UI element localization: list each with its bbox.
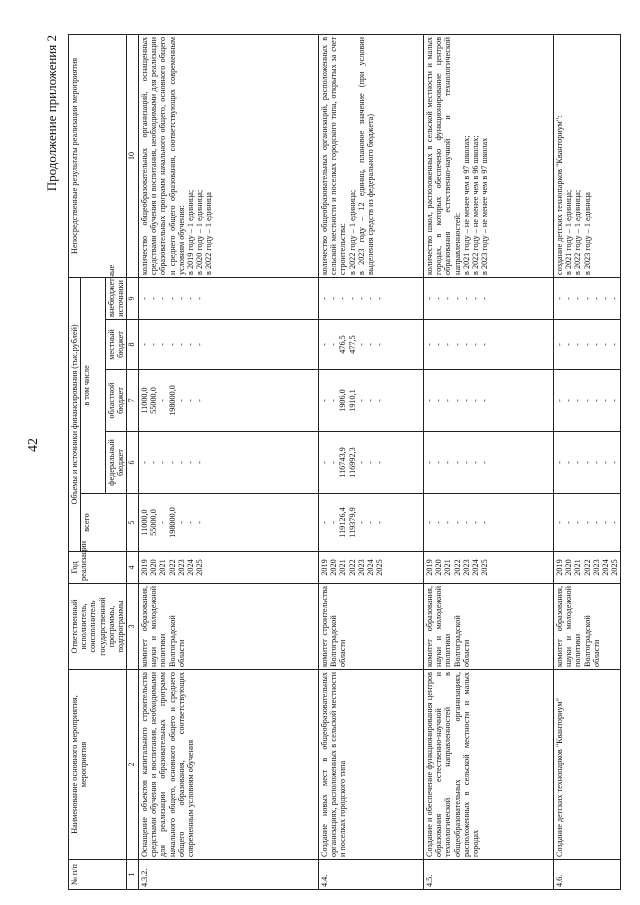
row-offbudget-value: - (195, 297, 205, 300)
row-total (139, 494, 319, 552)
row-regional-value: - (356, 399, 366, 402)
row-local-value: - (158, 343, 168, 346)
row-years-value: 2021 (573, 559, 583, 576)
row-years-value: 2019 (555, 559, 565, 576)
row-total-value: - (375, 521, 385, 524)
row-total-value: - (591, 521, 601, 524)
row-local-value: - (601, 343, 611, 346)
result-line: в 2023 году – 12 единиц, плановое значение (при условии выделения средств из федерального бюджета) (356, 36, 376, 275)
row-federal-value: - (471, 461, 481, 464)
row-years-value: 2021 (158, 559, 168, 576)
row-local-value: - (461, 343, 471, 346)
result-line: в 2021 году – 1 единица; (564, 189, 574, 275)
row-regional-value: - (329, 399, 339, 402)
row-federal-value: - (176, 461, 186, 464)
row-federal-value: - (149, 461, 159, 464)
row-total-value: - (555, 521, 565, 524)
row-offbudget-value: - (338, 297, 348, 300)
row-regional-value: - (176, 399, 186, 402)
row-regional-value: - (425, 399, 435, 402)
row-years-value: 2024 (366, 559, 376, 576)
row-regional-value: - (375, 399, 385, 402)
header-incl: в том числе (81, 277, 106, 493)
row-offbudget-value: - (347, 297, 357, 300)
row-local (424, 320, 554, 370)
row-offbudget-value: - (555, 297, 565, 300)
row-local-value: - (329, 343, 339, 346)
row-regional (554, 370, 621, 432)
row-local-value: - (366, 343, 376, 346)
row-total-value: - (461, 521, 471, 524)
table-row (554, 34, 621, 889)
row-local-value: - (434, 343, 444, 346)
row-federal-value: - (158, 461, 168, 464)
row-result (139, 34, 319, 277)
col-number: 5 (127, 494, 139, 552)
result-line: количество общеобразовательных организаций, оснащенных средствами обучения и воспитания, необходимыми для реализации образовательных программ начального общего, основного общего и среднего общего образования, соответствующих современным условиям обучения: (140, 36, 186, 275)
row-regional-value: - (452, 399, 462, 402)
row-years-value: 2022 (452, 559, 462, 576)
row-federal-value: 116992,3 (347, 447, 357, 478)
row-offbudget-value: - (471, 297, 481, 300)
col-number: 2 (127, 670, 139, 860)
header-executor: Ответственный исполнитель, соисполнитель государственной программы, подпрограммы (69, 584, 127, 670)
row-federal-value: - (564, 461, 574, 464)
row-total-value: - (195, 521, 205, 524)
row-offbudget (319, 277, 424, 319)
row-regional-value: 1906,0 (338, 389, 348, 412)
row-years-value: 2025 (610, 559, 620, 576)
row-offbudget-value: - (564, 297, 574, 300)
row-offbudget-value: - (591, 297, 601, 300)
row-federal-value: - (555, 461, 565, 464)
row-local-value: - (610, 343, 620, 346)
row-offbudget-value: - (461, 297, 471, 300)
row-offbudget-value: - (149, 297, 159, 300)
row-local-value: - (564, 343, 574, 346)
row-total (424, 494, 554, 552)
row-local-value: - (582, 343, 592, 346)
row-years-value: 2024 (471, 559, 481, 576)
row-number: 4.3.2. (139, 860, 319, 890)
row-federal-value: - (186, 461, 196, 464)
row-local-value: - (320, 343, 330, 346)
row-regional-value: 11000,0 (140, 387, 150, 414)
row-regional-value: - (582, 399, 592, 402)
row-federal-value: - (329, 461, 339, 464)
row-regional-value: - (443, 399, 453, 402)
row-total-value: - (573, 521, 583, 524)
row-local-value: - (195, 343, 205, 346)
row-total-value: - (434, 521, 444, 524)
header-year: Год реализации (69, 552, 127, 584)
header-name: Наименование основного мероприятия, мероприятия (69, 670, 127, 860)
row-offbudget-value: - (601, 297, 611, 300)
row-regional-value: - (320, 399, 330, 402)
row-name: Создание детских технопарков "Кванториум" (554, 670, 621, 860)
row-federal-value: - (425, 461, 435, 464)
row-offbudget-value: - (610, 297, 620, 300)
row-offbudget-value: - (452, 297, 462, 300)
row-offbudget-value: - (320, 297, 330, 300)
row-federal-value: - (573, 461, 583, 464)
row-offbudget-value: - (573, 297, 583, 300)
row-years-value: 2023 (176, 559, 186, 576)
row-executor: комитет образования, науки и молодежной политики Волгоградской области (139, 584, 319, 670)
result-line: в 2023 году – не менее чем в 97 школах (480, 137, 490, 275)
row-regional (139, 370, 319, 432)
row-offbudget-value: - (356, 297, 366, 300)
row-years-value: 2019 (425, 559, 435, 576)
row-number: 4.4. (319, 860, 424, 890)
row-total (554, 494, 621, 552)
row-federal-value: - (320, 461, 330, 464)
col-number: 10 (127, 34, 139, 277)
row-total-value: - (564, 521, 574, 524)
row-regional-value: - (158, 399, 168, 402)
col-number: 3 (127, 584, 139, 670)
row-federal-value: - (582, 461, 592, 464)
row-local-value: - (140, 343, 150, 346)
row-offbudget-value: - (140, 297, 150, 300)
row-regional-value: 55000,0 (149, 387, 159, 414)
row-total-value: - (329, 521, 339, 524)
header-local: местный бюджет (105, 320, 126, 370)
table-row (319, 34, 424, 889)
row-offbudget-value: - (158, 297, 168, 300)
row-federal-value: - (167, 461, 177, 464)
row-total-value: - (610, 521, 620, 524)
row-years-value: 2020 (434, 559, 444, 576)
col-number: 7 (127, 370, 139, 432)
result-line: создание детских технопарков "Кванториум": (555, 115, 565, 275)
row-offbudget-value: - (366, 297, 376, 300)
row-regional-value: - (480, 399, 490, 402)
row-years-value: 2025 (480, 559, 490, 576)
row-offbudget-value: - (329, 297, 339, 300)
row-regional-value: - (186, 399, 196, 402)
row-federal-value: - (375, 461, 385, 464)
row-local-value: 476,5 (338, 335, 348, 354)
row-federal (424, 432, 554, 494)
row-offbudget (554, 277, 621, 319)
header-offbudget: внебюджетные источники (105, 277, 126, 319)
row-offbudget-value: - (425, 297, 435, 300)
row-local-value: - (452, 343, 462, 346)
row-total-value: 119126,4 (338, 507, 348, 538)
row-name: Создание и обеспечение функционирования центров образования естественно-научной и технологической направленностей в общеобразовательных организациях, расположенных в сельской местности и малых городах (424, 670, 554, 860)
program-table (68, 34, 621, 890)
row-regional-value: - (471, 399, 481, 402)
row-name: Создание новых мест в общеобразовательных организациях, расположенных в сельской местности и поселках городского типа (319, 670, 424, 860)
col-number: 9 (127, 277, 139, 319)
row-number: 4.6. (554, 860, 621, 890)
row-total-value: - (356, 521, 366, 524)
header-finance: Объемы и источники финансирования (тыс.рублей) (69, 277, 81, 551)
header-federal: федеральный бюджет (105, 432, 126, 494)
row-years-value: 2023 (591, 559, 601, 576)
result-line: в 2022 году – 1 единица; (347, 189, 357, 275)
row-local-value: - (443, 343, 453, 346)
row-executor: комитет образования, науки и молодежной политики Волгоградской области (424, 584, 554, 670)
row-total-value: - (186, 521, 196, 524)
row-years-value: 2025 (195, 559, 205, 576)
row-total-value: - (471, 521, 481, 524)
row-federal-value: - (480, 461, 490, 464)
header-num: № п/п (69, 860, 127, 890)
row-regional-value: - (555, 399, 565, 402)
row-regional-value: - (591, 399, 601, 402)
row-local-value: - (591, 343, 601, 346)
row-federal (319, 432, 424, 494)
col-number: 8 (127, 320, 139, 370)
row-local-value: - (176, 343, 186, 346)
row-years-value: 2019 (320, 559, 330, 576)
row-regional (424, 370, 554, 432)
row-regional-value: - (366, 399, 376, 402)
row-offbudget-value: - (443, 297, 453, 300)
table-row (139, 34, 319, 889)
header-total: всего (81, 494, 127, 552)
row-local-value: - (471, 343, 481, 346)
row-offbudget (424, 277, 554, 319)
row-regional-value: - (195, 399, 205, 402)
row-federal (139, 432, 319, 494)
row-federal-value: - (591, 461, 601, 464)
row-total-value: - (425, 521, 435, 524)
rotated-page (40, 35, 620, 890)
row-total-value: - (320, 521, 330, 524)
header-regional: областной бюджет (105, 370, 126, 432)
header-result: Непосредственные результаты реализации мероприятия (69, 34, 127, 277)
col-number: 4 (127, 552, 139, 584)
row-federal-value: - (601, 461, 611, 464)
row-years-value: 2024 (601, 559, 611, 576)
row-local-value: 477,5 (347, 335, 357, 354)
row-local (554, 320, 621, 370)
col-number: 1 (127, 860, 139, 890)
row-regional-value: - (610, 399, 620, 402)
row-local-value: - (167, 343, 177, 346)
row-years-value: 2022 (167, 559, 177, 576)
row-offbudget-value: - (434, 297, 444, 300)
row-federal-value: - (195, 461, 205, 464)
column-numbers-row (127, 34, 139, 889)
row-result (554, 34, 621, 277)
row-years-value: 2020 (564, 559, 574, 576)
row-years-value: 2021 (338, 559, 348, 576)
row-total-value: 119379,9 (347, 507, 357, 538)
row-federal (554, 432, 621, 494)
row-years-value: 2021 (443, 559, 453, 576)
result-line: в 2021 году – не менее чем в 97 школах; (461, 135, 471, 275)
row-federal-value: - (610, 461, 620, 464)
row-local-value: - (480, 343, 490, 346)
row-offbudget-value: - (176, 297, 186, 300)
header-row-1 (69, 34, 81, 889)
row-federal-value: - (434, 461, 444, 464)
row-years-value: 2019 (140, 559, 150, 576)
row-executor: комитет образования, науки и молодежной политики Волгоградской области (554, 584, 621, 670)
row-local-value: - (375, 343, 385, 346)
row-years (554, 552, 621, 584)
row-years-value: 2023 (356, 559, 366, 576)
row-total-value: - (443, 521, 453, 524)
row-regional-value: - (564, 399, 574, 402)
table-body (139, 34, 621, 889)
row-regional (319, 370, 424, 432)
appendix-title: Продолжение приложения 2 (44, 35, 59, 192)
row-offbudget-value: - (582, 297, 592, 300)
row-local-value: - (356, 343, 366, 346)
row-local-value: - (573, 343, 583, 346)
result-line: количество общеобразовательных организаций, расположенных в сельской местности и поселках городского типа, открытых за счет строительства: (320, 36, 348, 275)
row-years-value: 2022 (347, 559, 357, 576)
row-local-value: - (186, 343, 196, 346)
row-regional-value: - (601, 399, 611, 402)
row-total-value: - (366, 521, 376, 524)
row-years (139, 552, 319, 584)
col-number: 6 (127, 432, 139, 494)
row-federal-value: - (366, 461, 376, 464)
row-years-value: 2020 (149, 559, 159, 576)
row-total-value: 55000,0 (149, 509, 159, 536)
row-offbudget-value: - (186, 297, 196, 300)
row-total-value: - (176, 521, 186, 524)
row-regional-value: - (434, 399, 444, 402)
row-local-value: - (425, 343, 435, 346)
row-offbudget (139, 277, 319, 319)
row-total (319, 494, 424, 552)
row-years-value: 2020 (329, 559, 339, 576)
result-line: в 2023 году – 1 единица (582, 192, 592, 275)
row-number: 4.5. (424, 860, 554, 890)
row-local (319, 320, 424, 370)
row-local-value: - (149, 343, 159, 346)
result-line: в 2022 году – 1 единица; (573, 189, 583, 275)
table-row (424, 34, 554, 889)
row-local (139, 320, 319, 370)
row-years-value: 2024 (186, 559, 196, 576)
row-result (424, 34, 554, 277)
row-federal-value: - (452, 461, 462, 464)
row-years-value: 2022 (582, 559, 592, 576)
row-federal-value: - (461, 461, 471, 464)
row-regional-value: - (573, 399, 583, 402)
row-offbudget-value: - (375, 297, 385, 300)
row-local-value: - (555, 343, 565, 346)
result-line: в 2022 году – 1 единица (204, 192, 214, 275)
row-years-value: 2023 (461, 559, 471, 576)
result-line: в 2022 году – не менее чем в 96 школах; (471, 135, 481, 275)
row-total-value: - (158, 521, 168, 524)
page-number: 42 (26, 438, 41, 452)
row-offbudget-value: - (167, 297, 177, 300)
row-federal-value: - (443, 461, 453, 464)
row-federal-value: - (140, 461, 150, 464)
row-years-value: 2025 (375, 559, 385, 576)
row-total-value: - (601, 521, 611, 524)
row-total-value: - (452, 521, 462, 524)
row-total-value: 11000,0 (140, 509, 150, 536)
row-regional-value: 198000,0 (167, 385, 177, 416)
row-federal-value: 116743,9 (338, 447, 348, 478)
result-line: в 2019 году – 1 единица; (186, 189, 196, 275)
row-total-value: 198000,0 (167, 507, 177, 538)
row-federal-value: - (356, 461, 366, 464)
row-regional-value: 1910,1 (347, 389, 357, 412)
row-years (319, 552, 424, 584)
result-line: в 2020 году – 1 единица; (195, 189, 205, 275)
row-regional-value: - (461, 399, 471, 402)
row-executor: комитет строительства Волгоградской области (319, 584, 424, 670)
row-years (424, 552, 554, 584)
row-total-value: - (480, 521, 490, 524)
result-line: количество школ, расположенных в сельской местности и малых городах, в которых обеспечено функционирование центров образования естественно-научной и технологической направленностей: (425, 36, 462, 275)
row-name: Оснащение объектов капитального строительства средствами обучения и воспитания, необходимыми для реализации образовательных программ начального общего, основного общего и среднего общего образования, соответствующих современным условиям обучения (139, 670, 319, 860)
row-result (319, 34, 424, 277)
row-total-value: - (582, 521, 592, 524)
row-offbudget-value: - (480, 297, 490, 300)
